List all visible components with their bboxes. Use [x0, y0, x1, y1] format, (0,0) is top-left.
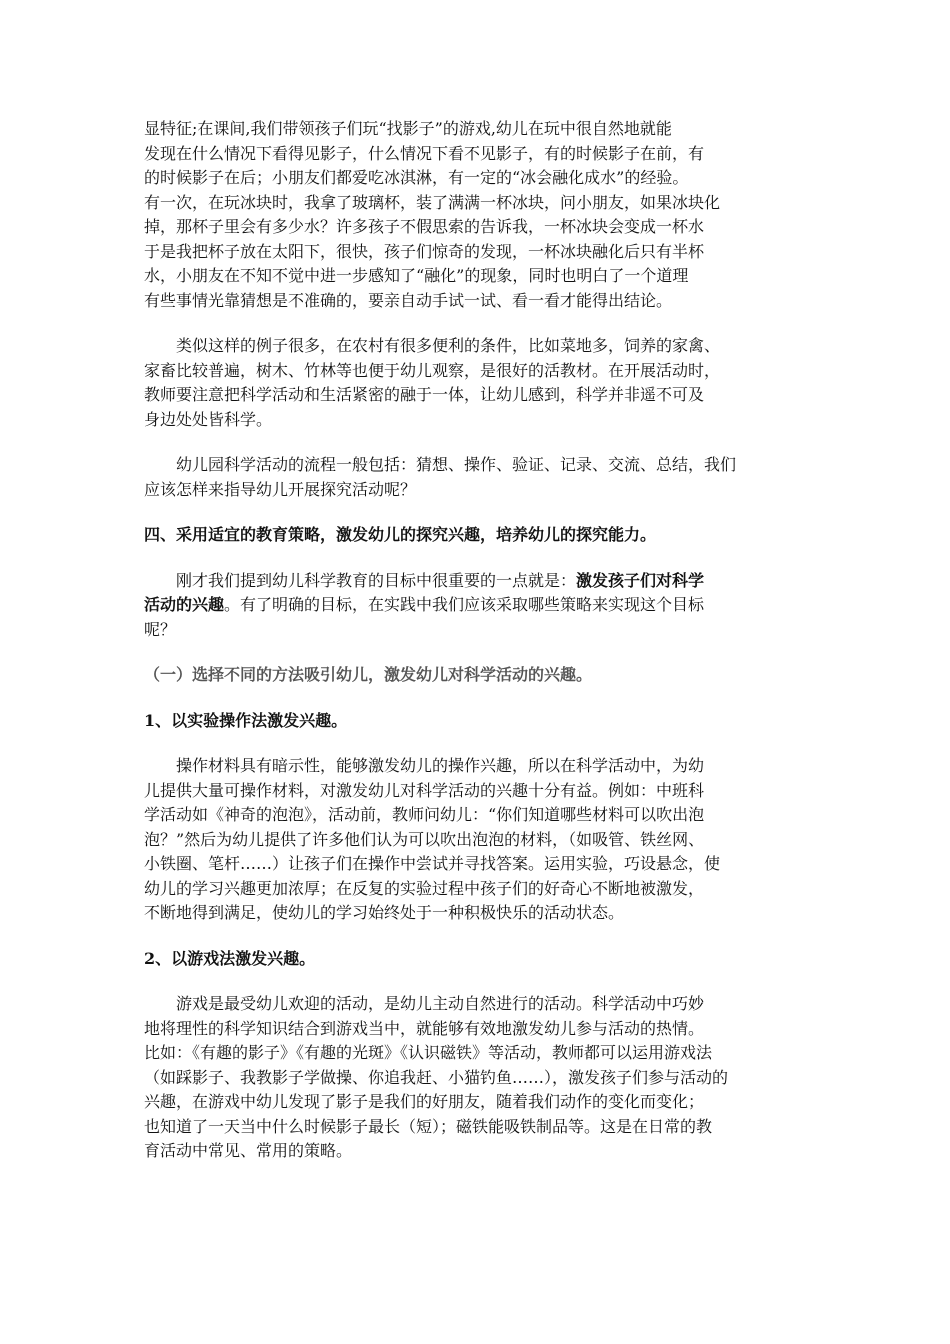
text-line: 泡？”然后为幼儿提供了许多他们认为可以吹出泡泡的材料，（如吸管、铁丝网、: [144, 829, 705, 849]
text-line: 有一次，在玩冰块时，我拿了玻璃杯，装了满满一杯冰块，问小朋友，如果冰块化: [144, 192, 721, 212]
text-line: 学活动如《神奇的泡泡》，活动前，教师问幼儿：“你们知道哪些材料可以吹出泡: [144, 805, 705, 824]
heading-text: 1、以实验操作法激发兴趣。: [144, 710, 348, 730]
text-line: 显特征;在课间,我们带领孩子们玩“找影子”的游戏,幼儿在玩中很自然地就能: [144, 119, 672, 138]
document-body: [144, 117, 808, 1164]
bold-text: 活动的兴趣: [144, 595, 225, 614]
heading-experiment-method: [144, 709, 808, 734]
text-line: 幼儿园科学活动的流程一般包括：猜想、操作、验证、记录、交流、总结，我们: [176, 455, 737, 474]
text-line: 身边处处皆科学。: [144, 409, 273, 429]
paragraph-shadow-ice-example: [144, 117, 808, 313]
text-line: 教师要注意把科学活动和生活紧密的融于一体，让幼儿感到，科学并非遥不可及: [144, 385, 705, 404]
text-line: 幼儿的学习兴趣更加浓厚；在反复的实验过程中孩子们的好奇心不断地被激发，: [144, 878, 705, 898]
heading-text: （一）选择不同的方法吸引幼儿，激发幼儿对科学活动的兴趣。: [144, 665, 593, 684]
text-line: 地将理性的科学知识结合到游戏当中，就能够有效地激发幼儿参与活动的热情。: [144, 1018, 705, 1038]
text-line: 呢？: [144, 619, 177, 639]
text-line: （如踩影子、我教影子学做操、你追我赶、小猫钓鱼……），激发孩子们参与活动的: [144, 1067, 729, 1087]
subsection-heading-methods: [144, 663, 808, 688]
section-heading-strategies: [144, 523, 808, 548]
heading-text: 2、以游戏法激发兴趣。: [144, 948, 316, 968]
paragraph-game-method: [144, 992, 808, 1164]
bold-text: 激发孩子们对科学: [576, 570, 705, 590]
text-line: [144, 593, 808, 618]
text-line: 掉，那杯子里会有多少水？许多孩子不假思索的告诉我，一杯冰块会变成一杯水: [144, 217, 705, 236]
text-line: 于是我把杯子放在太阳下，很快，孩子们惊奇的发现，一杯冰块融化后只有半杯: [144, 241, 705, 261]
text-line: 小铁圈、笔杆……）让孩子们在操作中尝试并寻找答案。运用实验，巧设悬念，使: [144, 854, 721, 873]
text-line: 应该怎样来指导幼儿开展探究活动呢？: [144, 479, 417, 499]
text-line: 操作材料具有暗示性，能够激发幼儿的操作兴趣，所以在科学活动中，为幼: [176, 756, 705, 775]
paragraph-goal-interest: [144, 569, 808, 643]
text-line: 不断地得到满足，使幼儿的学习始终处于一种积极快乐的活动状态。: [144, 903, 625, 922]
text-line: 兴趣，在游戏中幼儿发现了影子是我们的好朋友，随着我们动作的变化而变化；: [144, 1092, 705, 1111]
text-line: 的时候影子在后；小朋友们都爱吃冰淇淋，有一定的“冰会融化成水”的经验。: [144, 168, 689, 187]
text-line: 游戏是最受幼儿欢迎的活动，是幼儿主动自然进行的活动。科学活动中巧妙: [176, 994, 705, 1013]
normal-text: 。有了明确的目标，在实践中我们应该采取哪些策略来实现这个目标: [224, 595, 705, 614]
text-line: 水，小朋友在不知不觉中进一步感知了“融化”的现象，同时也明白了一个道理: [144, 266, 689, 285]
text-line: 儿提供大量可操作材料，对激发幼儿对科学活动的兴趣十分有益。例如：中班科: [144, 780, 705, 800]
paragraph-activity-flow: [144, 453, 808, 502]
text-line: [144, 569, 808, 594]
text-line: 类似这样的例子很多，在农村有很多便利的条件，比如菜地多，饲养的家禽、: [176, 336, 721, 355]
text-line: 比如：《有趣的影子》《有趣的光斑》《认识磁铁》等活动，教师都可以运用游戏法: [144, 1043, 713, 1062]
text-line: 也知道了一天当中什么时候影子最长（短）；磁铁能吸铁制品等。这是在日常的教: [144, 1116, 713, 1136]
text-line: 有些事情光靠猜想是不准确的，要亲自动手试一试、看一看才能得出结论。: [144, 290, 673, 310]
text-line: 家畜比较普遍，树木、竹林等也便于幼儿观察，是很好的活教材。在开展活动时，: [144, 360, 721, 380]
paragraph-experiment-method: [144, 754, 808, 926]
text-line: 育活动中常见、常用的策略。: [144, 1141, 353, 1160]
paragraph-rural-materials: [144, 334, 808, 432]
heading-game-method: [144, 947, 808, 972]
heading-text: 四、采用适宜的教育策略，激发幼儿的探究兴趣，培养幼儿的探究能力。: [144, 525, 657, 544]
normal-text: 刚才我们提到幼儿科学教育的目标中很重要的一点就是：: [176, 570, 577, 590]
text-line: 发现在什么情况下看得见影子，什么情况下看不见影子，有的时候影子在前，有: [144, 143, 705, 163]
